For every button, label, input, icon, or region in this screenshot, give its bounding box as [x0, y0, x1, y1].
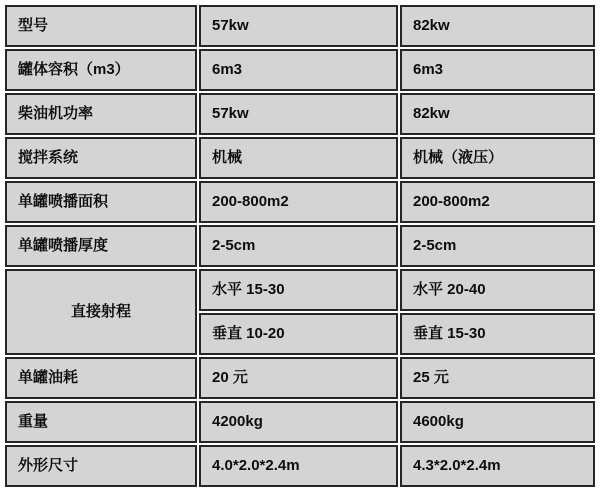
spec-value-cell: 机械（液压）	[400, 137, 595, 179]
spec-value-cell: 25 元	[400, 357, 595, 399]
table-row-spray-thickness	[5, 225, 595, 267]
spec-value-cell: 机械	[199, 137, 398, 179]
spec-value-cell: 82kw	[400, 93, 595, 135]
spec-value-cell: 20 元	[199, 357, 398, 399]
spec-value-cell: 4600kg	[400, 401, 595, 443]
spec-label-cell: 重量	[5, 401, 197, 443]
spec-value-cell: 82kw	[400, 5, 595, 47]
spec-label-cell: 外形尺寸	[5, 445, 197, 487]
table-row-diesel-power	[5, 93, 595, 135]
spec-label-cell-merged: 直接射程	[5, 269, 197, 355]
spec-value-cell: 6m3	[400, 49, 595, 91]
spec-value-cell: 垂直 15-30	[400, 313, 595, 355]
spec-label-cell: 型号	[5, 5, 197, 47]
table-row-fuel-consumption	[5, 357, 595, 399]
table-row-tank-volume	[5, 49, 595, 91]
spec-value-cell: 57kw	[199, 5, 398, 47]
spec-label-cell: 单罐油耗	[5, 357, 197, 399]
spec-value-cell: 水平 20-40	[400, 269, 595, 311]
spec-value-cell: 200-800m2	[400, 181, 595, 223]
spec-value-cell: 4.3*2.0*2.4m	[400, 445, 595, 487]
table-row-dimensions	[5, 445, 595, 487]
spec-label-cell: 单罐喷播厚度	[5, 225, 197, 267]
table-row-mixing-system	[5, 137, 595, 179]
spec-value-cell: 2-5cm	[199, 225, 398, 267]
spec-label-cell: 柴油机功率	[5, 93, 197, 135]
spec-value-cell: 4.0*2.0*2.4m	[199, 445, 398, 487]
spec-value-cell: 200-800m2	[199, 181, 398, 223]
table-row-weight	[5, 401, 595, 443]
spec-value-cell: 4200kg	[199, 401, 398, 443]
spec-table	[3, 3, 597, 489]
spec-value-cell: 水平 15-30	[199, 269, 398, 311]
spec-value-cell: 57kw	[199, 93, 398, 135]
spec-value-cell: 垂直 10-20	[199, 313, 398, 355]
table-row-model	[5, 5, 595, 47]
spec-value-cell: 6m3	[199, 49, 398, 91]
table-row-spray-area	[5, 181, 595, 223]
spec-label-cell: 搅拌系统	[5, 137, 197, 179]
spec-label-cell: 罐体容积（m3）	[5, 49, 197, 91]
spec-value-cell: 2-5cm	[400, 225, 595, 267]
table-row-range-horizontal	[5, 269, 595, 311]
spec-label-cell: 单罐喷播面积	[5, 181, 197, 223]
